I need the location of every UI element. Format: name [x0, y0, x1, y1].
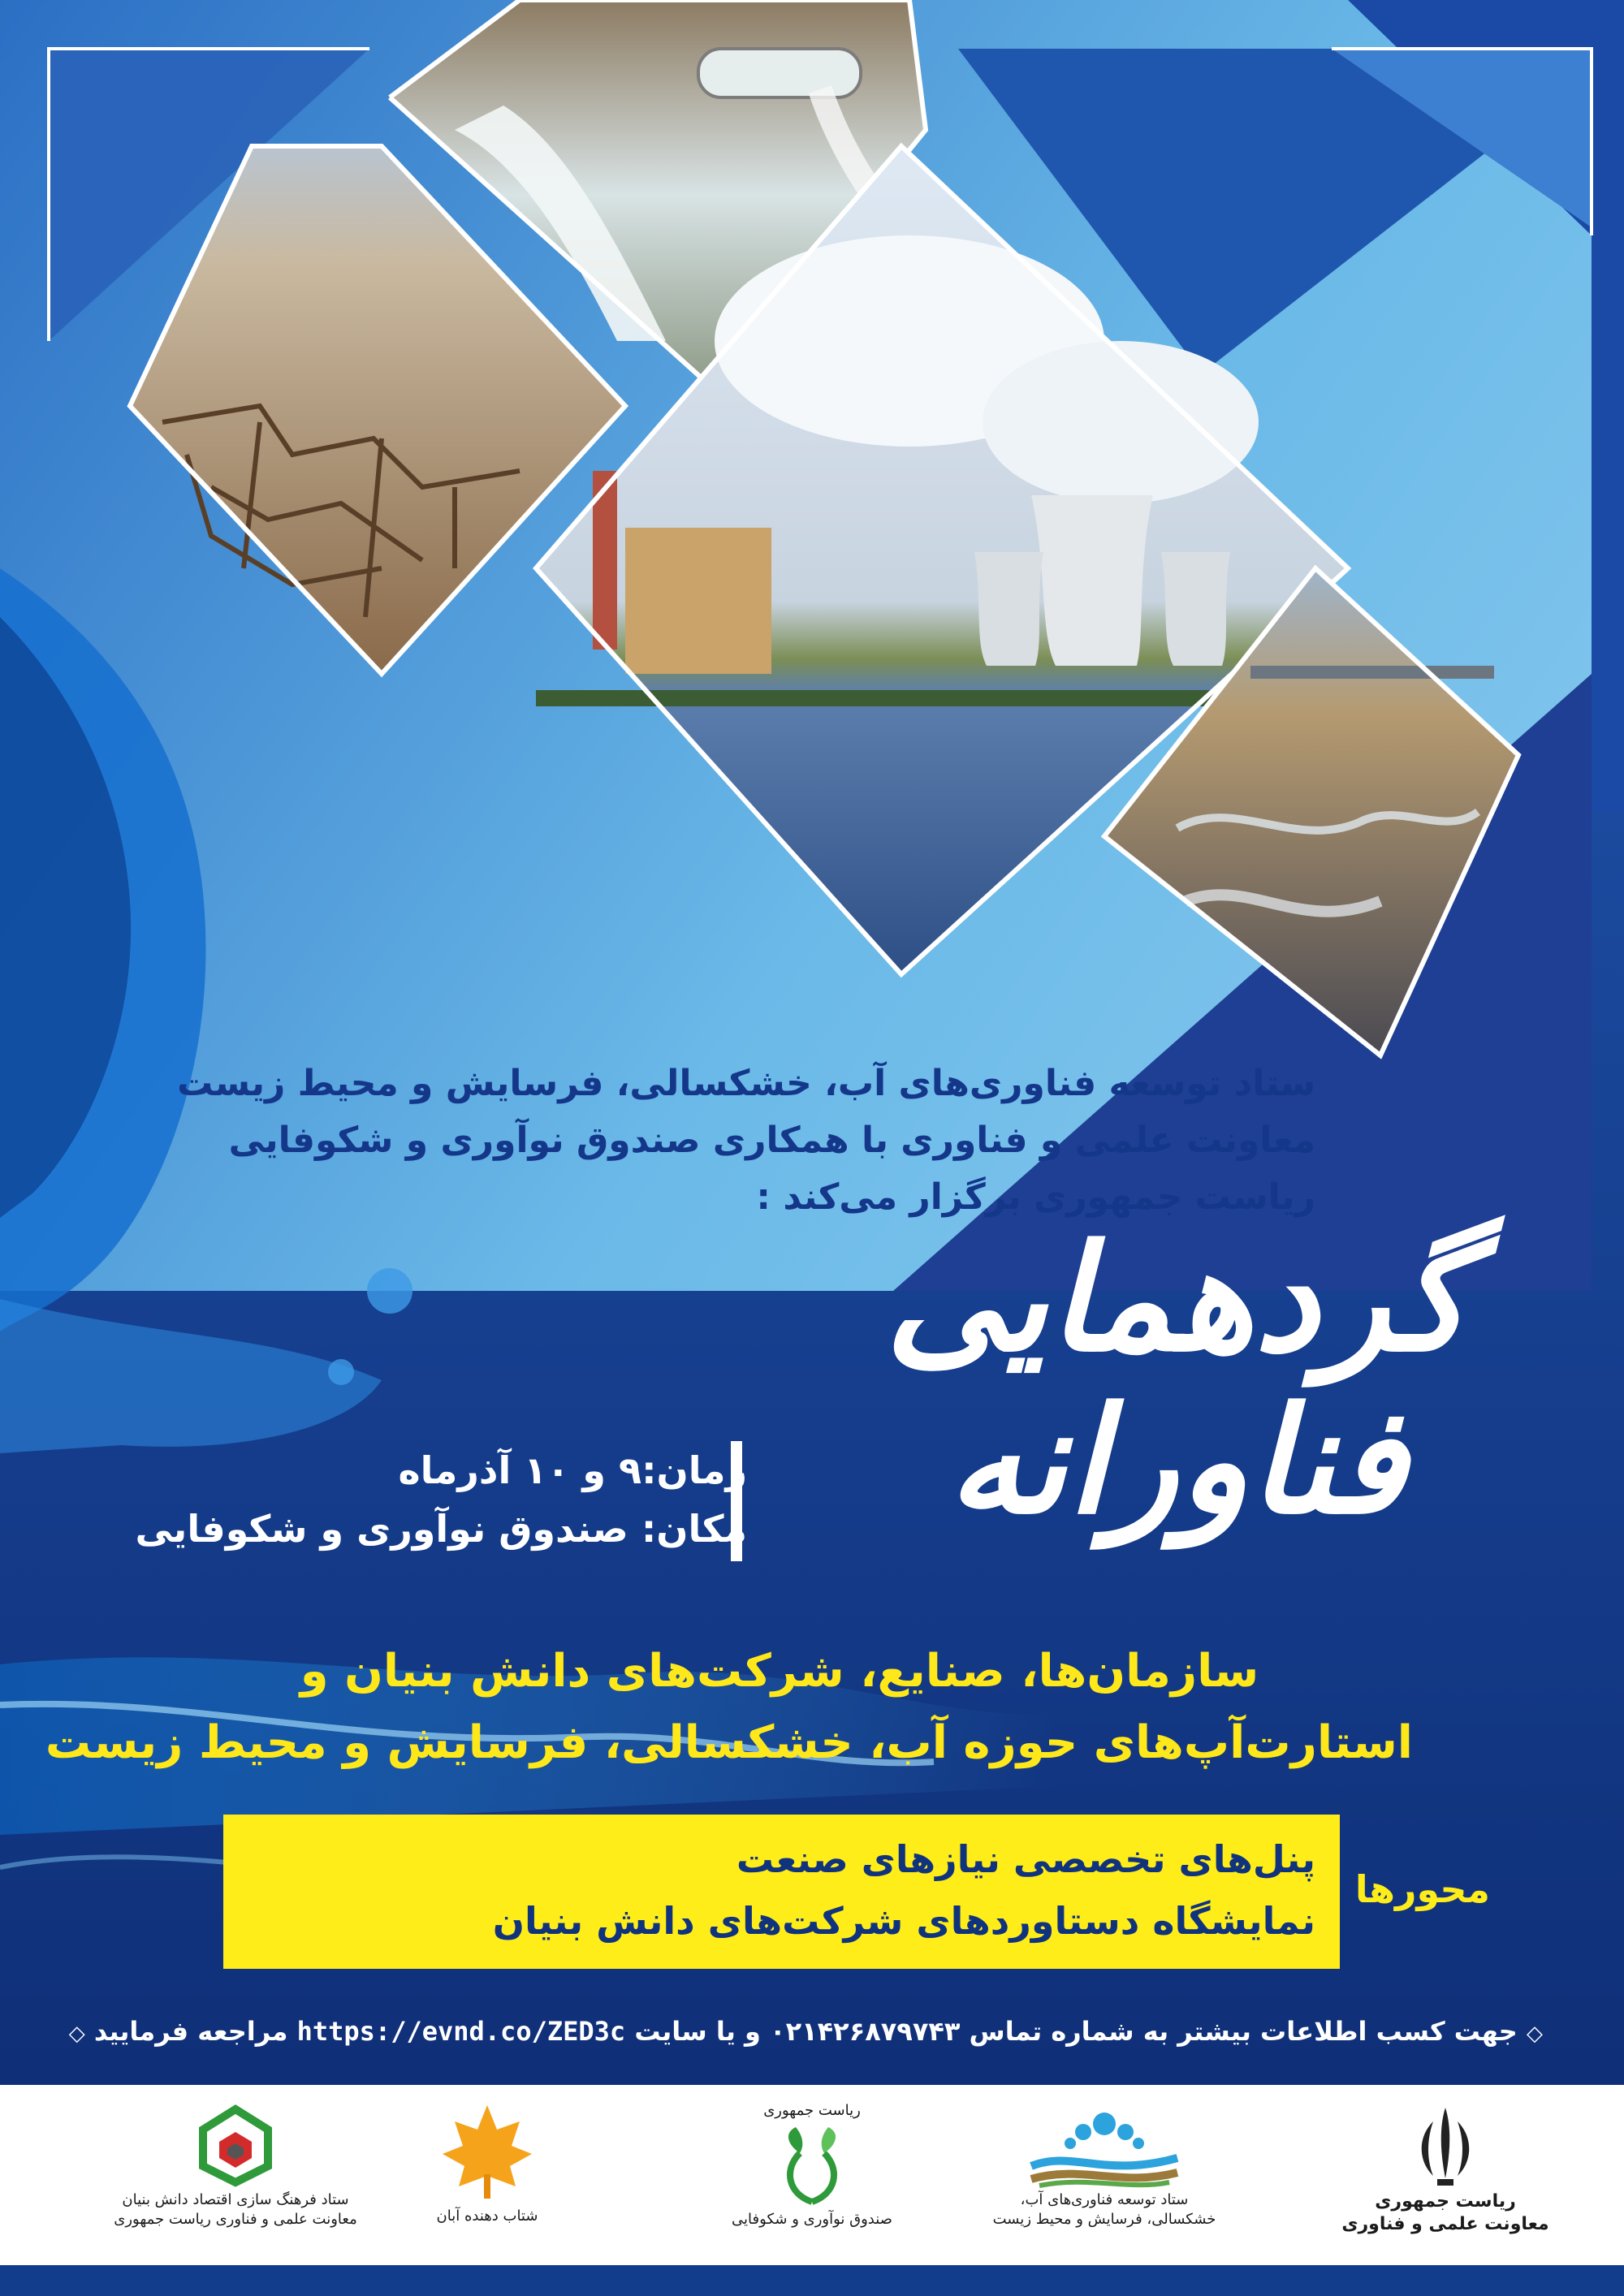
logo-water-hq-line1: ستاد توسعه فناوری‌های آب،	[1020, 2191, 1189, 2208]
culture-emblem-icon	[187, 2101, 284, 2190]
event-link[interactable]: https://evnd.co/ZED3c	[296, 2016, 626, 2047]
logo-water-hq-line2: خشکسالی، فرسایش و محیط زیست	[992, 2211, 1216, 2228]
event-title-line-1: گردهمایی	[885, 1213, 1470, 1384]
logo-innovation-fund	[690, 2101, 934, 2264]
logo-presidency-line2: معاونت علمی و فناوری	[1341, 2214, 1549, 2234]
logo-fund-bottom: صندوق نوآوری و شکوفایی	[732, 2211, 892, 2228]
diamond-bullet-icon: ◇	[1527, 2022, 1543, 2046]
audience-text	[45, 1636, 1413, 1779]
contact-line	[68, 2016, 1543, 2047]
logo-culture-hq	[97, 2101, 374, 2264]
sprout-icon	[771, 2121, 853, 2210]
footer-band	[0, 2265, 1624, 2296]
event-info	[135, 1441, 747, 1558]
event-place: مکان: صندوق نوآوری و شکوفایی	[135, 1507, 747, 1551]
logo-culture-line2: معاونت علمی و فناوری ریاست جمهوری	[114, 2211, 357, 2228]
logo-presidency	[1324, 2101, 1567, 2264]
axes-box	[223, 1815, 1340, 1969]
audience-line-2: استارت‌آپ‌های حوزه آب، خشکسالی، فرسایش و محیط زیست	[45, 1716, 1413, 1769]
event-title	[780, 1213, 1575, 1640]
water-splash-icon	[1023, 2101, 1186, 2190]
logo-culture-line1: ستاد فرهنگ سازی اقتصاد دانش بنیان	[122, 2191, 349, 2208]
event-time: زمان:۹ و ۱۰ آذرماه	[398, 1448, 747, 1492]
organizer-intro	[179, 1055, 1315, 1226]
event-title-line-2: فناورانه	[948, 1375, 1407, 1547]
audience-line-1: سازمان‌ها، صنایع، شرکت‌های دانش بنیان و	[300, 1645, 1259, 1698]
logo-fund-top: ریاست جمهوری	[763, 2102, 861, 2119]
diamond-bullet-icon: ◇	[68, 2022, 85, 2046]
contact-text: جهت کسب اطلاعات بیشتر به شماره تماس ۰۲۱۴۲۶۸۷۹۷۴۳ و یا سایت	[634, 2016, 1518, 2047]
intro-line-3: ریاست جمهوری برگزار می‌کند :	[756, 1176, 1315, 1218]
logo-presidency-line1: ریاست جمهوری	[1375, 2191, 1516, 2212]
sponsor-logos	[0, 2085, 1624, 2296]
logo-water-hq	[983, 2101, 1226, 2264]
axis-item-1: پنل‌های تخصصی نیازهای صنعت	[736, 1837, 1315, 1881]
logo-aban-accelerator	[365, 2101, 609, 2264]
contact-text-end: مراجعه فرمایید	[93, 2016, 288, 2047]
intro-line-1: ستاد توسعه فناوری‌های آب، خشکسالی، فرسایش و محیط زیست	[177, 1063, 1315, 1104]
axis-item-2: نمایشگاه دستاوردهای شرکت‌های دانش بنیان	[492, 1899, 1315, 1943]
logo-aban-label: شتاب دهنده آبان	[436, 2208, 538, 2225]
emblem-icon	[1409, 2101, 1482, 2190]
axes-label: محورها	[1354, 1867, 1490, 1911]
intro-line-2: معاونت علمی و فناوری با همکاری صندوق نوآوری و شکوفایی	[228, 1120, 1315, 1161]
maple-leaf-icon	[438, 2101, 536, 2207]
